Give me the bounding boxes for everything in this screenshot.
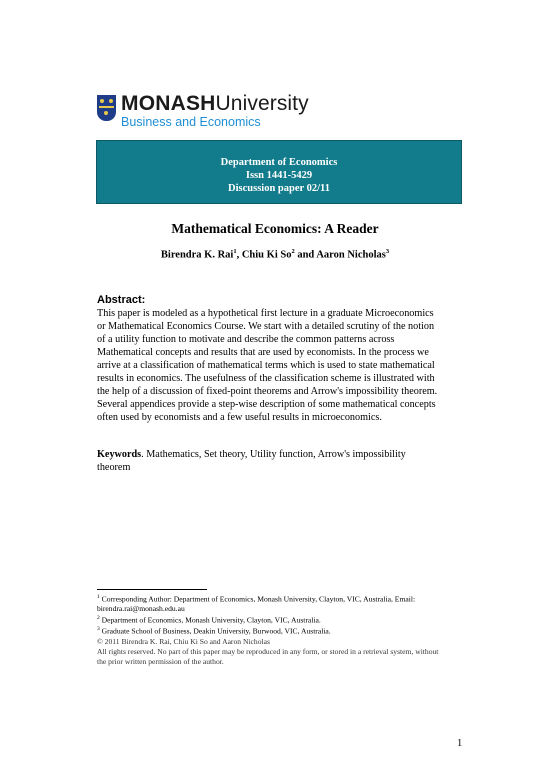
abstract-line: This paper is modeled as a hypothetical first lecture in a graduate Microeconomics	[97, 308, 434, 319]
footnote-mark: 2	[291, 248, 295, 255]
brand-subtitle: Business and Economics	[121, 115, 261, 129]
abstract-line: the help of a discussion of fixed-point theorems and Arrow's impossibility theorem.	[97, 386, 438, 397]
issn: Issn 1441-5429	[245, 170, 313, 181]
abstract-line: arrive at a classification of mathematical terms which is used to state mathematical	[97, 360, 435, 371]
department-banner	[97, 141, 461, 203]
author-name: Birendra K. Rai	[160, 249, 234, 261]
footnote-email: birendra.rai@monash.edu.au	[97, 604, 185, 614]
abstract-line: Several appendices provide a step-wise description of some mathematical concepts	[97, 399, 436, 410]
abstract-body	[97, 307, 462, 424]
footnote: $^3$ Graduate School of Business, Deakin University, Burwood, VIC, Australia.	[97, 625, 331, 636]
monash-crest-icon	[97, 95, 116, 121]
abstract-line: results in economics. The usefulness of the classification scheme is illustrated with	[97, 373, 435, 384]
monash-logo	[97, 93, 337, 133]
department-name: Department of Economics	[220, 157, 338, 168]
footnote-mark: 3	[385, 248, 390, 255]
footnote: $^1$ Corresponding Author: Department of Economics, Monash University, Clayton, VIC, Australia, Email:	[97, 594, 416, 604]
author-name: Aaron Nicholas	[316, 249, 386, 261]
paper-title: Mathematical Economics: A Reader	[171, 221, 379, 236]
copyright-line: © 2011 Birendra K. Rai, Chiu Ki So and Aaron Nicholas	[97, 637, 270, 646]
keywords-list: . Mathematics, Set theory, Utility function, Arrow's impossibility	[141, 449, 406, 460]
abstract-line: or Mathematical Economics Course. We start with a detailed scrutiny of the notion	[97, 321, 435, 332]
copyright-notice	[97, 637, 477, 667]
footnote-mark: 1	[233, 248, 237, 255]
footnotes	[97, 593, 477, 636]
rights-line: All rights reserved. No part of this paper may be reproduced in any form, or stored in a retrieval system, without	[97, 647, 439, 656]
abstract-line: Mathematical concepts and results that are used by economists. In the process we	[97, 347, 429, 358]
brand-name: MONASHUniversity	[121, 92, 309, 115]
keywords-list-cont: theorem	[97, 462, 131, 473]
rights-line: the prior written permission of the author.	[97, 657, 224, 666]
abstract-heading: Abstract:	[97, 294, 146, 306]
discussion-paper-number: Discussion paper 02/11	[228, 183, 330, 194]
footnote-divider	[97, 589, 207, 590]
author-name: Chiu Ki So	[241, 249, 292, 261]
abstract-line: often used by economists and a few useful results in microeconomics.	[97, 412, 382, 423]
keywords	[97, 448, 462, 474]
keywords-label: Keywords	[97, 449, 142, 460]
abstract-line: of a utility function to motivate and describe the common patterns across	[97, 334, 395, 345]
author-list: Birendra K. Rai$^1$, Chiu Ki So$^2$ and Aaron Nicholas$^3$	[160, 248, 390, 261]
page-number: 1	[457, 738, 463, 749]
footnote: $^2$ Department of Economics, Monash University, Clayton, VIC, Australia.	[97, 614, 321, 625]
